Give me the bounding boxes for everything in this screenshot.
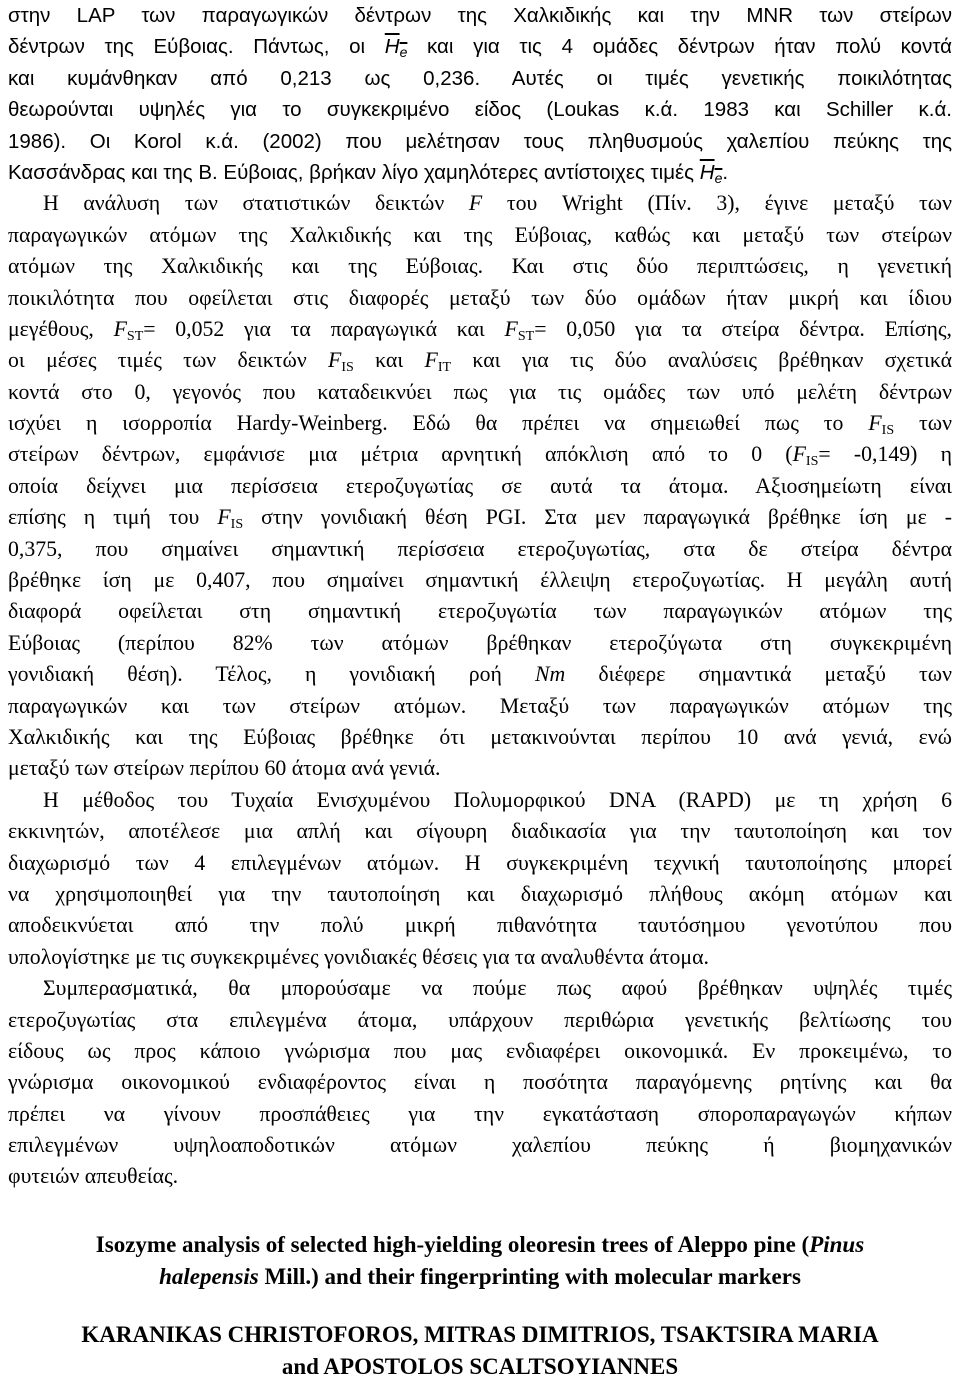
he-symbol: $H_e$ (699, 160, 723, 186)
text-line: γονιδιακή θέση). Τέλος, η γονιδιακή ροή Nm διέφερε σημαντικά μεταξύ των (8, 662, 953, 687)
authors (8, 1319, 952, 1383)
text-line: παραγωγικών και των στείρων ατόμων. Μεταξύ των παραγωγικών ατόμων της (8, 693, 952, 718)
text-line: μεταξύ των στείρων περίπου 60 άτομα ανά γενιά. (8, 756, 441, 781)
paragraph-3 (8, 785, 952, 973)
authors-line: and APOSTOLOS SCALTSOYIANNES (281, 1353, 679, 1379)
section-spacer (8, 1293, 952, 1319)
text-line: εκκινητών, αποτέλεσε μια απλή και σίγουρη διαδικασία για την ταυτοποίηση και τον (8, 819, 952, 844)
text-line: ισχύει η ισορροπία Hardy-Weinberg. Εδώ θα πρέπει να σημειωθεί πως το $F_{IS}$ των (8, 411, 953, 439)
text-line: κοντά στο 0, γεγονός που καταδεικνύει πως για τις ομάδες των υπό μελέτη δέντρων (8, 379, 952, 404)
text-line: οποία δείχνει μια περίσσεια ετεροζυγωτίας σε αυτά τα άτομα. Αξιοσημείωτη είναι (8, 473, 952, 498)
text-line: Συμπερασματικά, θα μπορούσαμε να πούμε πως αφού βρέθηκαν υψηλές τιμές (43, 976, 952, 1001)
text-line: πρέπει να γίνουν προσπάθειες για την εγκατάσταση σποροπαραγωγών κήπων (8, 1101, 952, 1126)
text-line: και κυμάνθηκαν από 0,213 ως 0,236. Αυτές οι τιμές γενετικής ποικιλότητας (8, 66, 952, 90)
he-symbol: $H_e$ (384, 35, 408, 61)
paragraph-2 (8, 188, 952, 784)
text-line: είδους ως προς κάποιο γνώρισμα που μας ενδιαφέρει οικονομικά. Εν προκειμένω, το (8, 1038, 952, 1063)
text-line: υπολογίστηκε με τις συγκεκριμένες γονιδιακές θέσεις για τα αναλυθέντα άτομα. (8, 944, 709, 969)
text-line: μεγέθους, $F_{ST}= 0,052$ για τα παραγωγικά και $F_{ST}= 0,050$ για τα στείρα δέντρα. Επίσης, (8, 316, 953, 344)
text-line: δέντρων της Εύβοιας. Πάντως, οι $H_e$ και για τις 4 ομάδες δέντρων ήταν πολύ κοντά (8, 35, 952, 61)
title-line: Isozyme analysis of selected high-yielding oleoresin trees of Aleppo pine (Pinus (95, 1231, 865, 1257)
text-line: 1986). Οι Korol κ.ά. (2002) που μελέτησαν τους πληθυσμούς χαλεπίου πεύκης της (8, 129, 952, 153)
text-line: αποδεικνύεται από την πολύ μικρή πιθανότητα ταυτόσημου γενοτύπου που (8, 913, 952, 938)
text-line: Εύβοιας (περίπου 82% των ατόμων βρέθηκαν ετεροζύγωτα στη συγκεκριμένη (8, 630, 952, 655)
authors-line: KARANIKAS CHRISTOFOROS, MITRAS DIMITRIOS, TSAKTSIRA MARIA (81, 1321, 879, 1347)
text-line: επιλεγμένων υψηλοαποδοτικών ατόμων χαλεπίου πεύκης ή βιομηχανικών (8, 1133, 952, 1158)
text-line: 0,375, που σημαίνει σημαντική περίσσεια ετεροζυγωτίας, στα δε στείρα δέντρα (8, 536, 952, 561)
text-line: οι μέσες τιμές των δεικτών $F_{IS}$ και $F_{IT}$ και για τις δύο αναλύσεις βρέθηκαν σχετικά (8, 348, 953, 376)
paragraph-4 (8, 973, 952, 1193)
text-line: Η μέθοδος του Τυχαία Ενισχυμένου Πολυμορφικού DNA (RAPD) με τη χρήση 6 (43, 787, 952, 812)
text-line: παραγωγικών ατόμων της Χαλκιδικής και της Εύβοιας, καθώς και μεταξύ των στείρων (8, 222, 952, 247)
text-line: θεωρούνται υψηλές για το συγκεκριμένο είδος (Loukas κ.ά. 1983 και Schiller κ.ά. (8, 98, 952, 122)
text-line: στην LAP των παραγωγικών δέντρων της Χαλκιδικής και την MNR των στείρων (8, 4, 952, 27)
text-line: Η ανάλυση των στατιστικών δεικτών F του Wright (Πίν. 3), έγινε μεταξύ των (43, 191, 953, 216)
section-spacer (8, 1193, 952, 1229)
text-line: φυτειών απευθείας. (8, 1164, 179, 1189)
text-line: Κασσάνδρας και της Β. Εύβοιας, βρήκαν λίγο χαμηλότερες αντίστοιχες τιμές $H_e$. (8, 160, 729, 186)
paragraph-1 (8, 0, 952, 188)
title-line: halepensis Mill.) and their fingerprinting with molecular markers (159, 1263, 801, 1289)
text-line: να χρησιμοποιηθεί για την ταυτοποίηση και διαχωρισμό πλήθους ακόμη ατόμων και (8, 881, 952, 906)
english-title (8, 1229, 952, 1293)
text-line: γνώρισμα οικονομικού ενδιαφέροντος είναι η ποσότητα παραγόμενης ρητίνης και θα (8, 1070, 952, 1095)
text-line: διαχωρισμό των 4 επιλεγμένων ατόμων. Η συγκεκριμένη τεχνική ταυτοποίησης μπορεί (8, 850, 952, 875)
text-line: στείρων δέντρων, εμφάνισε μια μέτρια αρνητική απόκλιση από το 0 $(F_{IS}= -0,149)$ η (8, 442, 952, 470)
text-line: ετεροζυγωτίας στα επιλεγμένα άτομα, υπάρχουν περιθώρια γενετικής βελτίωσης του (8, 1007, 952, 1032)
text-line: Χαλκιδικής και της Εύβοιας βρέθηκε ότι μετακινούνται περίπου 10 ανά γενιά, ενώ (8, 724, 952, 749)
text-line: βρέθηκε ίση με 0,407, που σημαίνει σημαντική έλλειψη ετεροζυγωτίας. Η μεγάλη αυτή (8, 568, 952, 593)
text-line: ατόμων της Χαλκιδικής και της Εύβοιας. Και στις δύο περιπτώσεις, η γενετική (8, 254, 952, 279)
text-line: επίσης η τιμή του $F_{IS}$ στην γονιδιακή θέση PGI. Στα μεν παραγωγικά βρέθηκε ίση με - (8, 505, 953, 533)
text-line: διαφορά οφείλεται στη σημαντική ετεροζυγωτία των παραγωγικών ατόμων της (8, 599, 952, 624)
document-page (8, 0, 952, 1383)
text-line: ποικιλότητα που οφείλεται στις διαφορές μεταξύ των δύο ομάδων ήταν μικρή και ίδιου (8, 285, 952, 310)
